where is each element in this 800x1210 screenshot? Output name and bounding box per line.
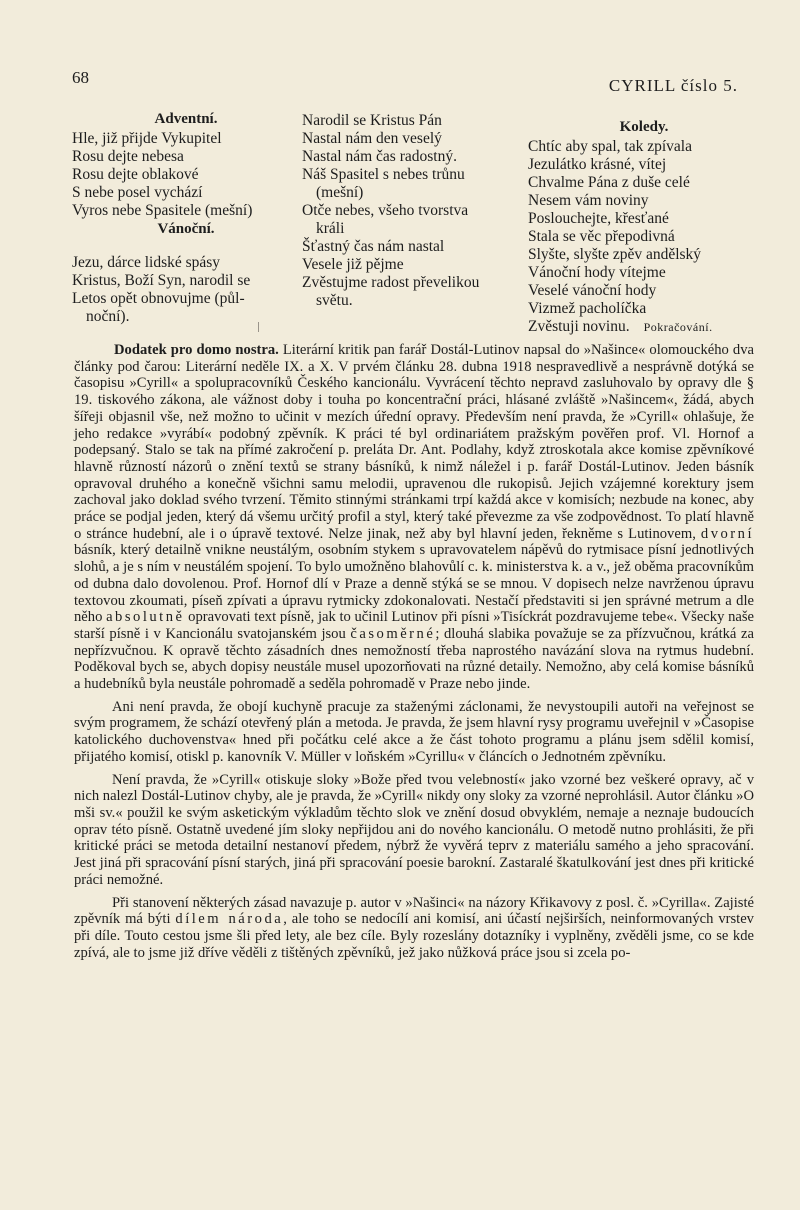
song-line: Chtíc aby spal, tak zpívala — [528, 138, 692, 155]
song-line-last: Zvěstuji novinu. Pokračování. — [528, 318, 713, 335]
song-line: Náš Spasitel s nebes trůnu — [302, 166, 465, 183]
song-line: Nesem vám noviny — [528, 192, 649, 209]
song-line: Rosu dejte oblakové — [72, 166, 199, 183]
song-column-2 — [302, 112, 524, 310]
song-line: Jezulátko krásné, vítej — [528, 156, 667, 173]
divider-mark — [258, 322, 259, 332]
song-line: Letos opět obnovujme (půl- — [72, 290, 245, 307]
song-column-3 — [528, 118, 760, 336]
continued-note: Pokračování. — [643, 320, 713, 334]
heading-christmas: Vánoční. — [157, 221, 215, 237]
song-line: Vizmež pacholíčka — [528, 300, 647, 317]
song-line: světu. — [316, 292, 353, 309]
song-line: Veselé vánoční hody — [528, 282, 657, 299]
song-line: Chvalme Pána z duše celé — [528, 174, 690, 191]
song-line: Nastal nám den veselý — [302, 130, 442, 147]
song-line: Hle, již přijde Vykupitel — [72, 130, 222, 147]
paragraph: Při stanovení některých zásad navazuje p. autor v »Našinci« na názory Křikavovy z posl. č. »Cyrilla«. Zajisté zpěvník má býti dílem národa, ale toho se nedocílí ani komisí, ani účastí nejširších, neinformovaných vrstev při díle. Touto cestou jsme šli před lety, ale bez cíle. Byly rozeslány dotazníky i vyplněny, zvěděli jsme, co se kde zpívá, ale to jsme již dříve věděli z tištěných zpěvníků, jež jako nůžková práce jsou si zcela po- — [74, 894, 754, 961]
song-line: Vyros nebe Spasitele (mešní) — [72, 202, 253, 219]
article-body — [74, 342, 754, 967]
song-line: Zvěstujme radost převelikou — [302, 274, 480, 291]
paragraph: Není pravda, že »Cyrill« otiskuje sloky »Bože před tvou velebností« jako vzorné bez veškeré opravy, ač v nich nalezl Dostál-Lutinov chyby, ale je pravda, že »Cyrill« nikdy ony sloky za vzorné neprohlásil. Autor článku »O mši sv.« použil ke svým asketickým výkladům těchto slok ve znění dosud obvyklém, nemaje a neznaje budoucích oprav této písně. Ostatně uvedené jím sloky nepřijdou ani do nového kancionálu. O metodě nutno prohlásiti, že při kritické práci se metoda detailní nestanoví předem, nýbrž že vyvěrá teprv z materiálu samého a jeho spracování. Jest jiná při spracování písní starých, jiná při spracování poesie barokní. Zastaralé škatulkování jest dnes při kritické práci nemožné. — [74, 771, 754, 888]
song-line: (mešní) — [316, 184, 364, 201]
running-head: CYRILL číslo 5. — [608, 76, 738, 95]
song-column-1 — [72, 110, 300, 326]
song-line: Narodil se Kristus Pán — [302, 112, 442, 129]
paragraph: Dodatek pro domo nostra. Literární kritik pan farář Dostál-Lutinov napsal do »Našince« olomouckého dva články pod čarou: Literární neděle IX. a X. V prvém článku 28. dubna 1918 nespravedlivě a nesprávně dotýká se časopisu »Cyrill« a spolupracovníků Českého kancionálu. Vyvrácení těchto nepravd zasluhovalo by opravy dle § 19. tiskového zákona, ale vážnost doby i touha po koncentrační práci, hlásané zvláště »Našincem«, žádá, abych šířeji objasnil vše, než možno to učinit v mezích úřední opravy. Především není pravda, že »Cyrill« ohlašuje, že jeho redakce »vyrábí« podobný zpěvník. K práci té byl ordinariátem pražským pověřen prof. Vl. Hornof a podepsaný. Stalo se tak na přímé zakročení p. preláta Dr. Ant. Podlahy, když ztroskotala akce komise zpěvníkové hlavně růzností názorů o znění textů se strany básníků, k nimž náležel i p. farář Dostál-Lutinov. Jeden básník opravoval druhého a konečně všichni samu melodii, upravenou dle rukopisů. Jejich vzájemné korektury jsem zachoval jako doklad svého tvrzení. Těmito stinnými stránkami trpí každá akce v komisích; nezbude na konec, aby práce se podjal jeden, který dá všemu určitý profil a styl, který také převezme za vše zodpovědnost. To platí hlavně o stránce hudební, ale i o úpravě textové. Nelze jinak, než aby byl hlavní jeden, řekněme s Lutinovem, dvorní básník, který detailně vnikne neustálým, osobním stykem s upravovatelem nápěvů do rytmisace písní jednotlivých slohů, a je s ním v neustálém spojení. To bylo umožněno blahovůlí c. k. ministerstva k. a v., jež oběma pracovníkům od dubna dalo dovolenou. Prof. Hornof dlí v Praze a denně stýká se se mnou. V dopisech nelze navrženou úpravu textovou zkoumati, píseň zpívati a úpravu rytmicky zdokonalovati. Nestačí představiti si jen správné metrum a dle něho absolutně opravovati text písně, jak to učinil Lutinov při písni »Tisíckrát pozdravujeme tebe«. Všecky naše starší písně i v Kancionálu svatojanském jsou časoměrné; dlouhá slabika považuje se za přízvučnou, krátká za nepřízvučnou. K opravě těchto zásadních dnes nemožností třeba naprostého navázání slova na rytmus hudební. Poděkoval bych se, abych dopisy neustále musel upozorňovati na různé detaily. Nemožno, aby celá komise básníků a hudebníků byla neustále pohromadě a seděla pohromadě v Praze nebo jinde. — [74, 342, 754, 693]
heading-advent: Adventní. — [154, 111, 218, 127]
song-line: králi — [316, 220, 345, 237]
song-line: noční). — [86, 308, 130, 325]
article-title: Dodatek pro domo nostra. — [114, 342, 279, 358]
song-line: Stala se věc přepodivná — [528, 228, 675, 245]
song-line: Kristus, Boží Syn, narodil se — [72, 272, 251, 289]
song-line: Nastal nám čas radostný. — [302, 148, 457, 165]
song-line: Vesele již pějme — [302, 256, 404, 273]
song-line: S nebe posel vychází — [72, 184, 203, 201]
song-index — [70, 110, 760, 335]
song-line: Vánoční hody vítejme — [528, 264, 666, 281]
paragraph: Ani není pravda, že obojí kuchyně pracuje za staženými záclonami, že nevystoupili autoři na veřejnost se svým programem, že schází otevřený plán a metoda. Je pravda, že jsem hlavní rysy programu uveřejnil v »Časopise katolického duchovenstva« hned při počátku celé akce a že část tohoto programu a plánu jsem sdělil komisí, přijatého komisí, otiskl p. kanovník V. Müller v loňském »Cyrillu« v článcích o Jednotném zpěvníku. — [74, 698, 754, 765]
page-number: 68 — [72, 68, 89, 87]
song-line: Otče nebes, všeho tvorstva — [302, 202, 469, 219]
song-line: Rosu dejte nebesa — [72, 148, 184, 165]
heading-carols: Koledy. — [619, 119, 669, 135]
song-line: Poslouchejte, křesťané — [528, 210, 669, 227]
song-line: Slyšte, slyšte zpěv andělský — [528, 246, 702, 263]
song-line: Šťastný čas nám nastal — [302, 238, 445, 255]
song-line: Jezu, dárce lidské spásy — [72, 254, 221, 271]
